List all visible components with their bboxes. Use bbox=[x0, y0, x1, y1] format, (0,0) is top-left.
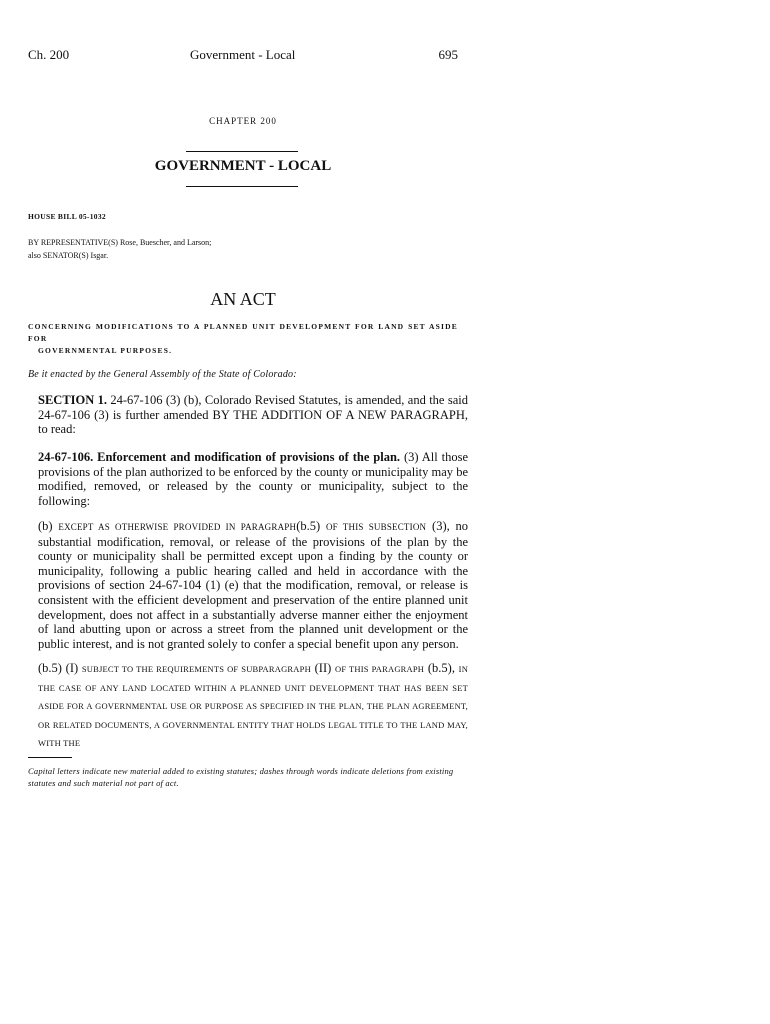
section-1-paragraph bbox=[28, 393, 468, 437]
statute-text: (3) All those provisions of the plan authorized to be enforced by the county or municipality may be modified, removed, or released by the county or municipality, subject to the following: bbox=[38, 450, 468, 508]
paragraph-b-caps: EXCEPT AS OTHERWISE PROVIDED IN PARAGRAPH bbox=[58, 522, 297, 532]
paragraph-b5-caps3: IN THE CASE OF ANY LAND LOCATED WITHIN A PLANNED UNIT DEVELOPMENT THAT HAS BEEN SET ASIDE FOR A GOVERNMENTAL USE OR PURPOSE AS SPECIFIED IN THE PLAN, THE PLAN AGREEMENT, OR RELATED DOCUMENTS, A GOVERNMENTAL ENTITY THAT HOLDS LEGAL TITLE TO THE LAND MAY, WITH THE bbox=[38, 664, 469, 749]
running-title: Government - Local bbox=[190, 47, 296, 62]
section-label: SECTION 1. bbox=[38, 393, 108, 407]
paragraph-b-caps2: OF THIS SUBSECTION bbox=[325, 522, 427, 532]
paragraph-b5-ref1: (II) bbox=[314, 661, 332, 675]
paragraph-b-ref2: (3), bbox=[432, 519, 450, 533]
sponsors-representatives: BY REPRESENTATIVE(S) Rose, Buescher, and Larson; bbox=[28, 238, 212, 247]
act-title-line1: CONCERNING MODIFICATIONS TO A PLANNED UNIT DEVELOPMENT FOR LAND SET ASIDE FOR bbox=[28, 322, 458, 343]
statute-heading: 24-67-106. Enforcement and modification of provisions of the plan. bbox=[38, 450, 401, 464]
page-title: GOVERNMENT - LOCAL bbox=[154, 158, 332, 174]
paragraph-b5 bbox=[28, 660, 468, 753]
paragraph-b5-caps2: OF THIS PARAGRAPH bbox=[335, 664, 425, 674]
sponsors-senators: also SENATOR(S) Isgar. bbox=[28, 251, 109, 260]
paragraph-b5-label: (b.5) (I) bbox=[38, 661, 79, 675]
paragraph-b bbox=[28, 519, 468, 651]
chapter-number: Ch. 200 bbox=[28, 47, 70, 62]
enacting-clause: Be it enacted by the General Assembly of the State of Colorado: bbox=[28, 369, 297, 380]
title-rule-bottom bbox=[186, 186, 298, 187]
section-text: 24-67-106 (3) (b), Colorado Revised Statutes, is amended, and the said 24-67-106 (3) is further amended BY THE ADDITION OF A NEW PARAGRAPH, to read: bbox=[38, 393, 468, 437]
paragraph-b5-caps1: SUBJECT TO THE REQUIREMENTS OF SUBPARAGRAPH bbox=[81, 664, 311, 674]
paragraph-b-text: no substantial modification, removal, or release of the provisions of the plan by the county or municipality shall be permitted except upon a finding by the county or municipality, following a public hearing called and held in accordance with the provisions of section 24-67-104 (1) (e) that the modification, removal, or release is consistent with the efficient development and preservation of the entire planned unit development, does not affect in a substantially adverse manner either the enjoyment of land abutting upon or across a street from the planned unit development or the public interest, and is not granted solely to confer a special benefit upon any person. bbox=[38, 519, 469, 651]
footnote: Capital letters indicate new material added to existing statutes; dashes through words indicate deletions from existing statutes and such material not part of act. bbox=[28, 766, 454, 788]
sponsors bbox=[28, 236, 211, 262]
page-header bbox=[28, 47, 458, 65]
chapter-label: CHAPTER 200 bbox=[209, 116, 277, 126]
bill-number: HOUSE BILL 05-1032 bbox=[28, 212, 106, 221]
footnote-rule bbox=[28, 757, 72, 758]
page-number: 695 bbox=[438, 47, 458, 62]
paragraph-b5-ref2: (b.5), bbox=[427, 661, 455, 675]
act-heading: AN ACT bbox=[210, 289, 276, 309]
paragraph-b-ref: (b.5) bbox=[296, 519, 321, 533]
act-title-line2: GOVERNMENTAL PURPOSES. bbox=[38, 346, 173, 355]
statute-paragraph bbox=[28, 450, 468, 508]
paragraph-b-label: (b) bbox=[38, 519, 53, 533]
act-title bbox=[28, 321, 458, 357]
title-rule-top bbox=[186, 151, 298, 152]
